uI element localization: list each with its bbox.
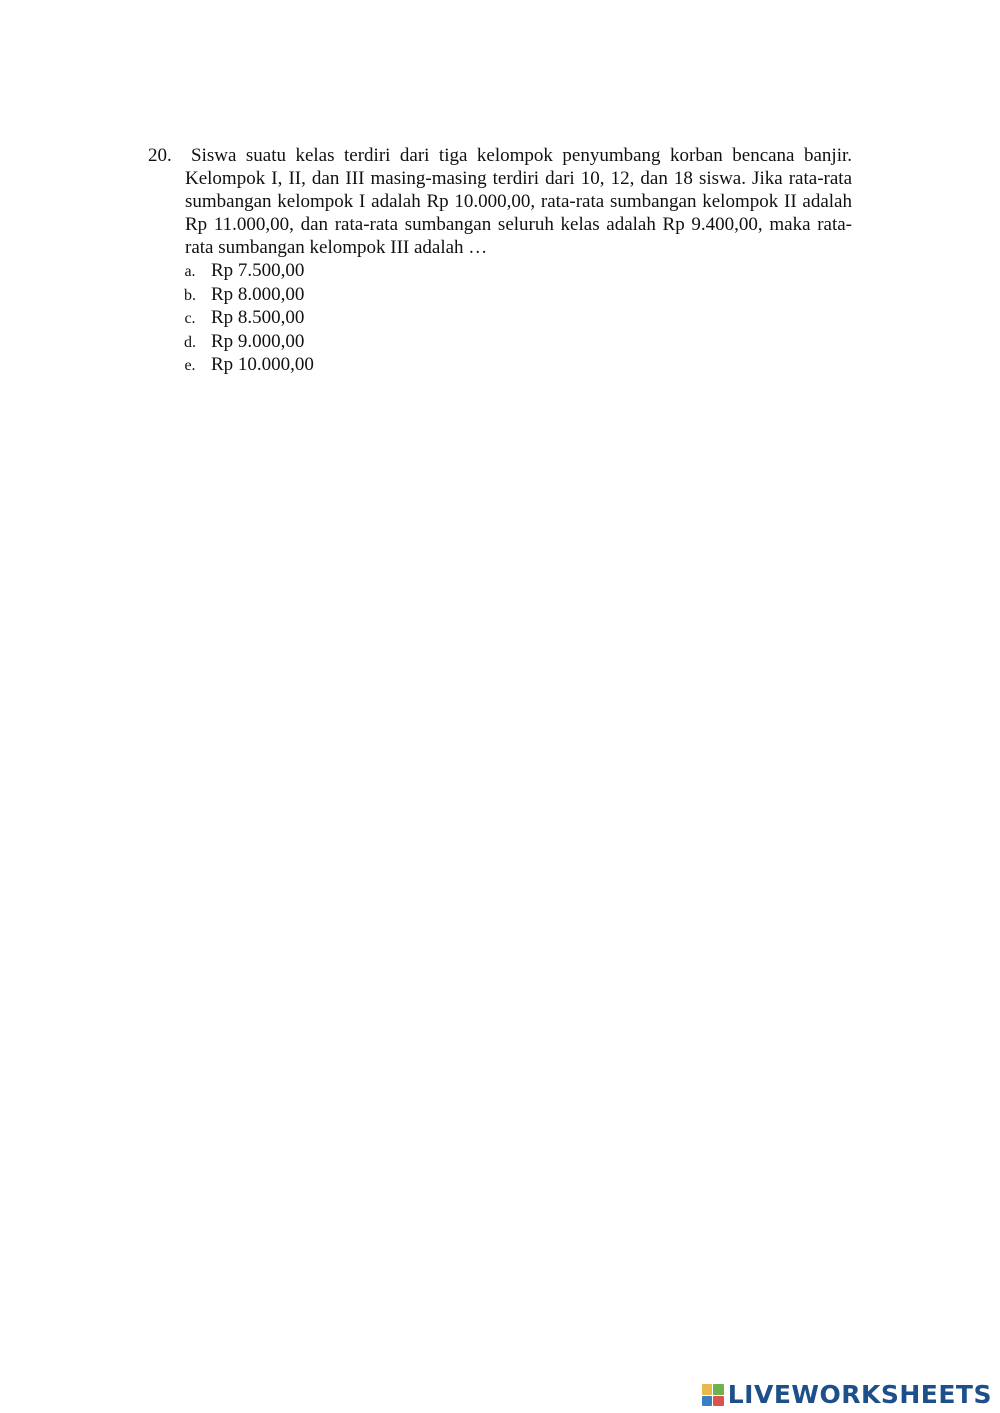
option-letter: e.	[184, 357, 196, 374]
option-letter: a.	[184, 263, 196, 280]
option-text: Rp 8.500,00	[211, 307, 305, 328]
question-stem	[148, 144, 852, 259]
option-text: Rp 7.500,00	[211, 260, 305, 281]
option-letter: c.	[184, 310, 196, 327]
option-letter: b.	[184, 286, 196, 304]
option-e[interactable]	[148, 353, 852, 377]
option-text: Rp 8.000,00	[211, 283, 305, 305]
option-letter: d.	[184, 333, 196, 351]
question-number: 20.	[148, 145, 172, 166]
option-a[interactable]	[148, 259, 852, 283]
option-text: Rp 10.000,00	[211, 354, 314, 375]
answer-options	[148, 259, 852, 377]
option-d[interactable]	[148, 330, 852, 354]
liveworksheets-logo-icon	[702, 1384, 724, 1406]
question-text: Siswa suatu kelas terdiri dari tiga kelompok penyumbang korban bencana banjir. Kelompok I, II, dan III masing-masing terdiri dari 10, 12, dan 18 siswa. Jika rata-rata sumbangan kelompok I adalah Rp 10.000,00, rata-rata sumbangan kelompok II adalah Rp 11.000,00, dan rata-rata sumbangan seluruh kelas adalah Rp 9.400,00, maka rata-rata sumbangan kelompok III adalah …	[185, 145, 852, 258]
liveworksheets-brand	[702, 1381, 992, 1409]
question-block	[148, 144, 852, 377]
option-text: Rp 9.000,00	[211, 330, 305, 352]
option-c[interactable]	[148, 306, 852, 330]
brand-name: LIVEWORKSHEETS	[727, 1380, 992, 1409]
option-b[interactable]	[148, 283, 852, 307]
